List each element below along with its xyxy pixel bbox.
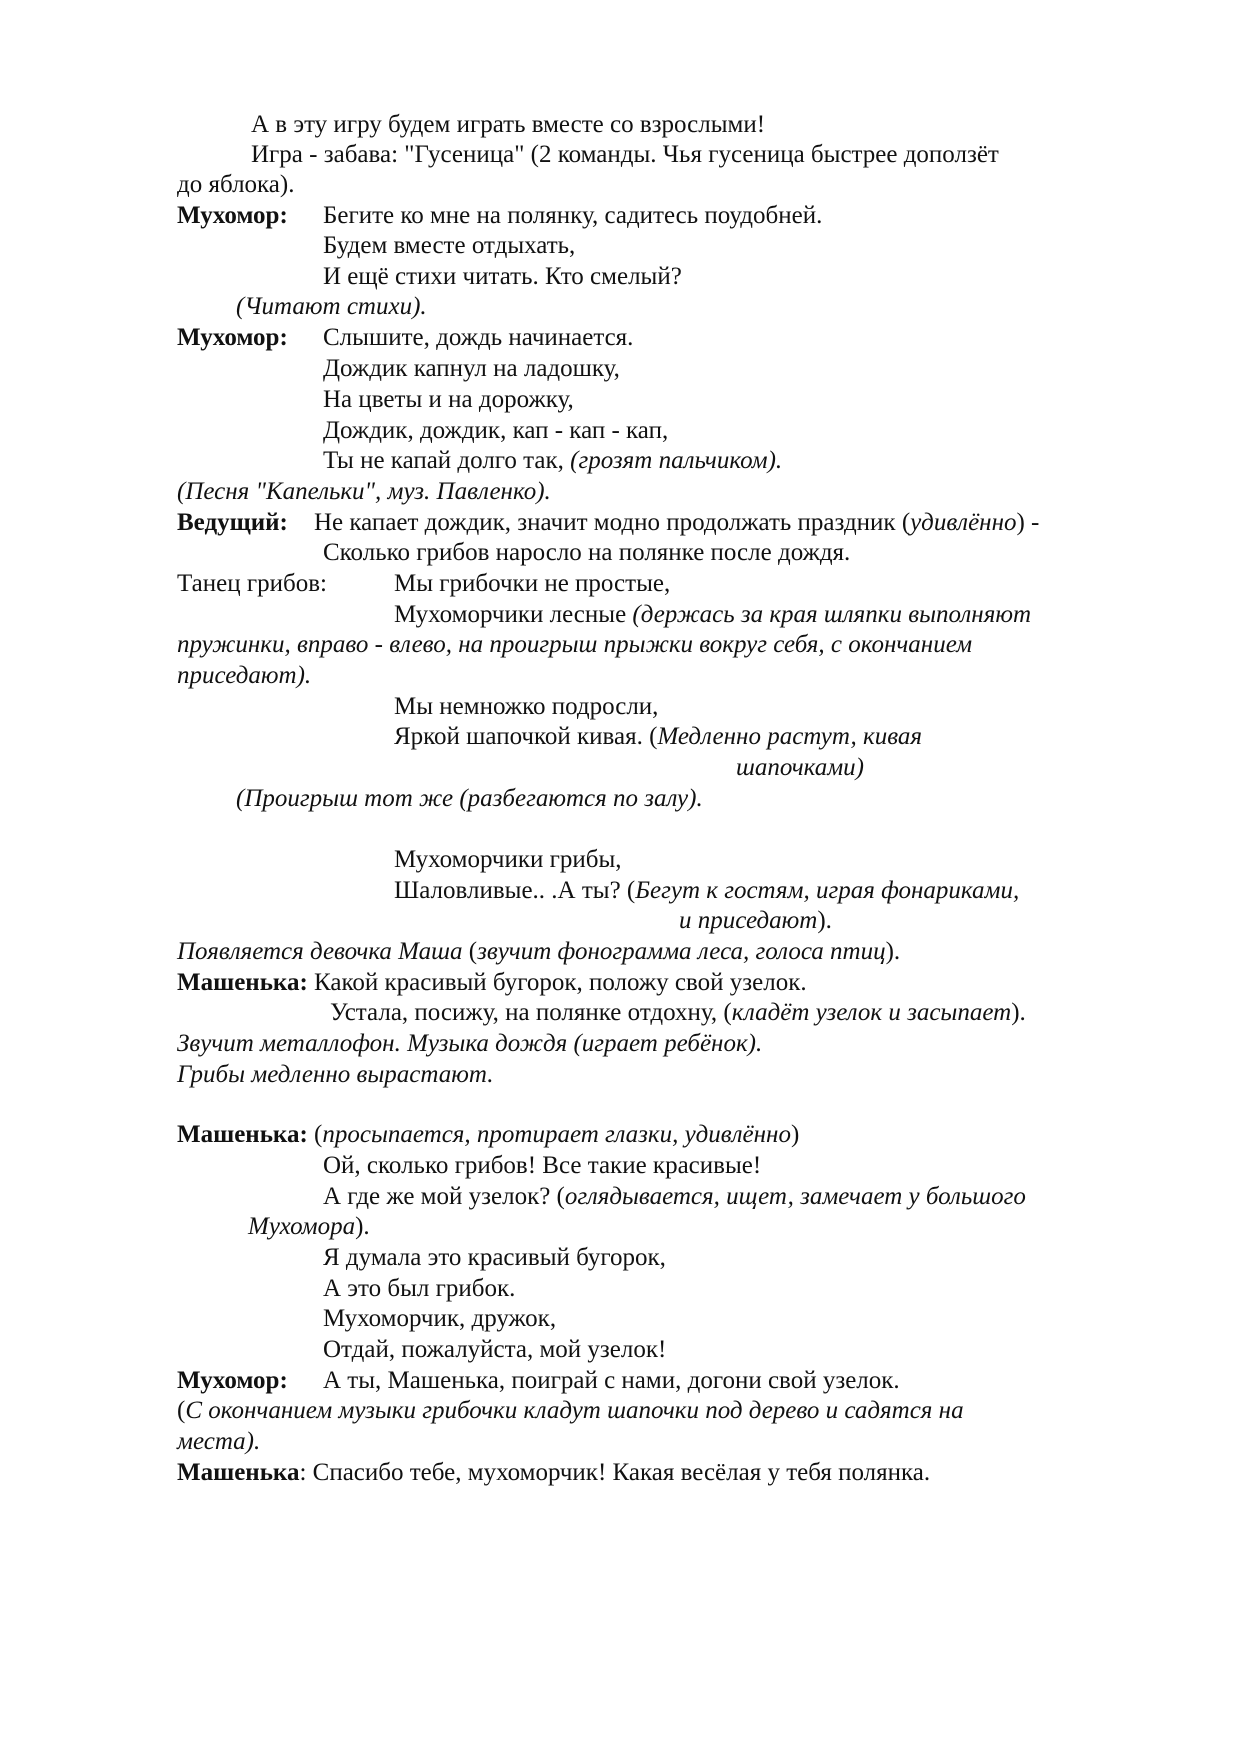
verse-line: Ты не капай долго так, (грозят пальчиком). [323,447,783,474]
stage-direction: шапочками) [736,754,865,781]
speaker-label: Мухомор: [177,1367,288,1394]
text-line: А в эту игру будем играть вместе со взрослыми! [251,111,766,138]
verse-line: Мухоморчик, дружок, [323,1305,557,1332]
dialogue-line: Ой, сколько грибов! Все такие красивые! [323,1152,762,1179]
dialogue-line: Машенька: Спасибо тебе, мухоморчик! Какая весёлая у тебя полянка. [177,1459,931,1486]
dialogue-line: Бегите ко мне на полянку, садитесь поудобней. [323,202,823,229]
speaker-label: Мухомор: [177,324,288,351]
verse-line: Мы немножко подросли, [394,693,659,720]
stage-direction: Грибы медленно вырастают. [177,1061,494,1088]
speaker-label: Машенька [177,1459,300,1486]
dialogue-line: Машенька: Какой красивый бугорок, положу свой узелок. [177,969,807,996]
stage-direction: Звучит металлофон. Музыка дождя (играет ребёнок). [177,1030,763,1057]
speaker-label: Мухомор: [177,202,288,229]
stage-direction: (С окончанием музыки грибочки кладут шапочки под дерево и садятся на [177,1397,964,1424]
text-line: Игра - забава: "Гусеница" (2 команды. Чья гусеница быстрее доползёт [251,141,999,168]
stage-direction: Мухомора). [248,1213,370,1240]
verse-line: Отдай, пожалуйста, мой узелок! [323,1336,667,1363]
stage-direction: приседают). [177,662,312,689]
speaker-label: Ведущий: [177,509,288,536]
stage-direction: пружинки, вправо - влево, на проигрыш прыжки вокруг себя, с окончанием [177,631,973,658]
text-line: до яблока). [177,171,295,198]
verse-line: Будем вместе отдыхать, [323,232,576,259]
verse-line: Мухоморчики грибы, [394,846,622,873]
speaker-label: Машенька: [177,1121,308,1148]
verse-line: Яркой шапочкой кивая. (Медленно растут, кивая [394,723,923,750]
verse-line: На цветы и на дорожку, [323,386,574,413]
verse-line: Мы грибочки не простые, [394,570,671,597]
verse-line: А это был грибок. [323,1275,516,1302]
verse-line: Шаловливые.. .А ты? (Бегут к гостям, играя фонариками, [394,877,1020,904]
dialogue-line: Машенька: (просыпается, протирает глазки, удивлённо) [177,1121,800,1148]
verse-line: Дождик капнул на ладошку, [323,355,620,382]
stage-direction: Появляется девочка Маша (звучит фонограмма леса, голоса птиц). [177,938,901,965]
verse-line: Мухоморчики лесные (держась за края шляпки выполняют [394,601,1031,628]
dialogue-line: А ты, Машенька, поиграй с нами, догони свой узелок. [323,1367,900,1394]
verse-line: Дождик, дождик, кап - кап - кап, [323,417,669,444]
speaker-label: Машенька: [177,969,308,996]
section-label: Танец грибов: [177,570,327,597]
stage-direction: и приседают). [679,907,832,934]
dialogue-line: Слышите, дождь начинается. [323,324,634,351]
stage-direction: (Проигрыш тот же (разбегаются по залу). [236,785,703,812]
dialogue-line: Не капает дождик, значит модно продолжать праздник (удивлённо) - [314,509,1040,536]
verse-line: И ещё стихи читать. Кто смелый? [323,263,682,290]
stage-direction: (Читают стихи). [236,293,427,320]
dialogue-line: Сколько грибов наросло на полянке после дождя. [323,539,851,566]
dialogue-line: Устала, посижу, на полянке отдохну, (кладёт узелок и засыпает). [330,999,1026,1026]
stage-direction: места). [177,1428,261,1455]
stage-direction: (Песня "Капельки", муз. Павленко). [177,478,551,505]
verse-line: Я думала это красивый бугорок, [323,1244,666,1271]
dialogue-line: А где же мой узелок? (оглядывается, ищет, замечает у большого [323,1183,1026,1210]
